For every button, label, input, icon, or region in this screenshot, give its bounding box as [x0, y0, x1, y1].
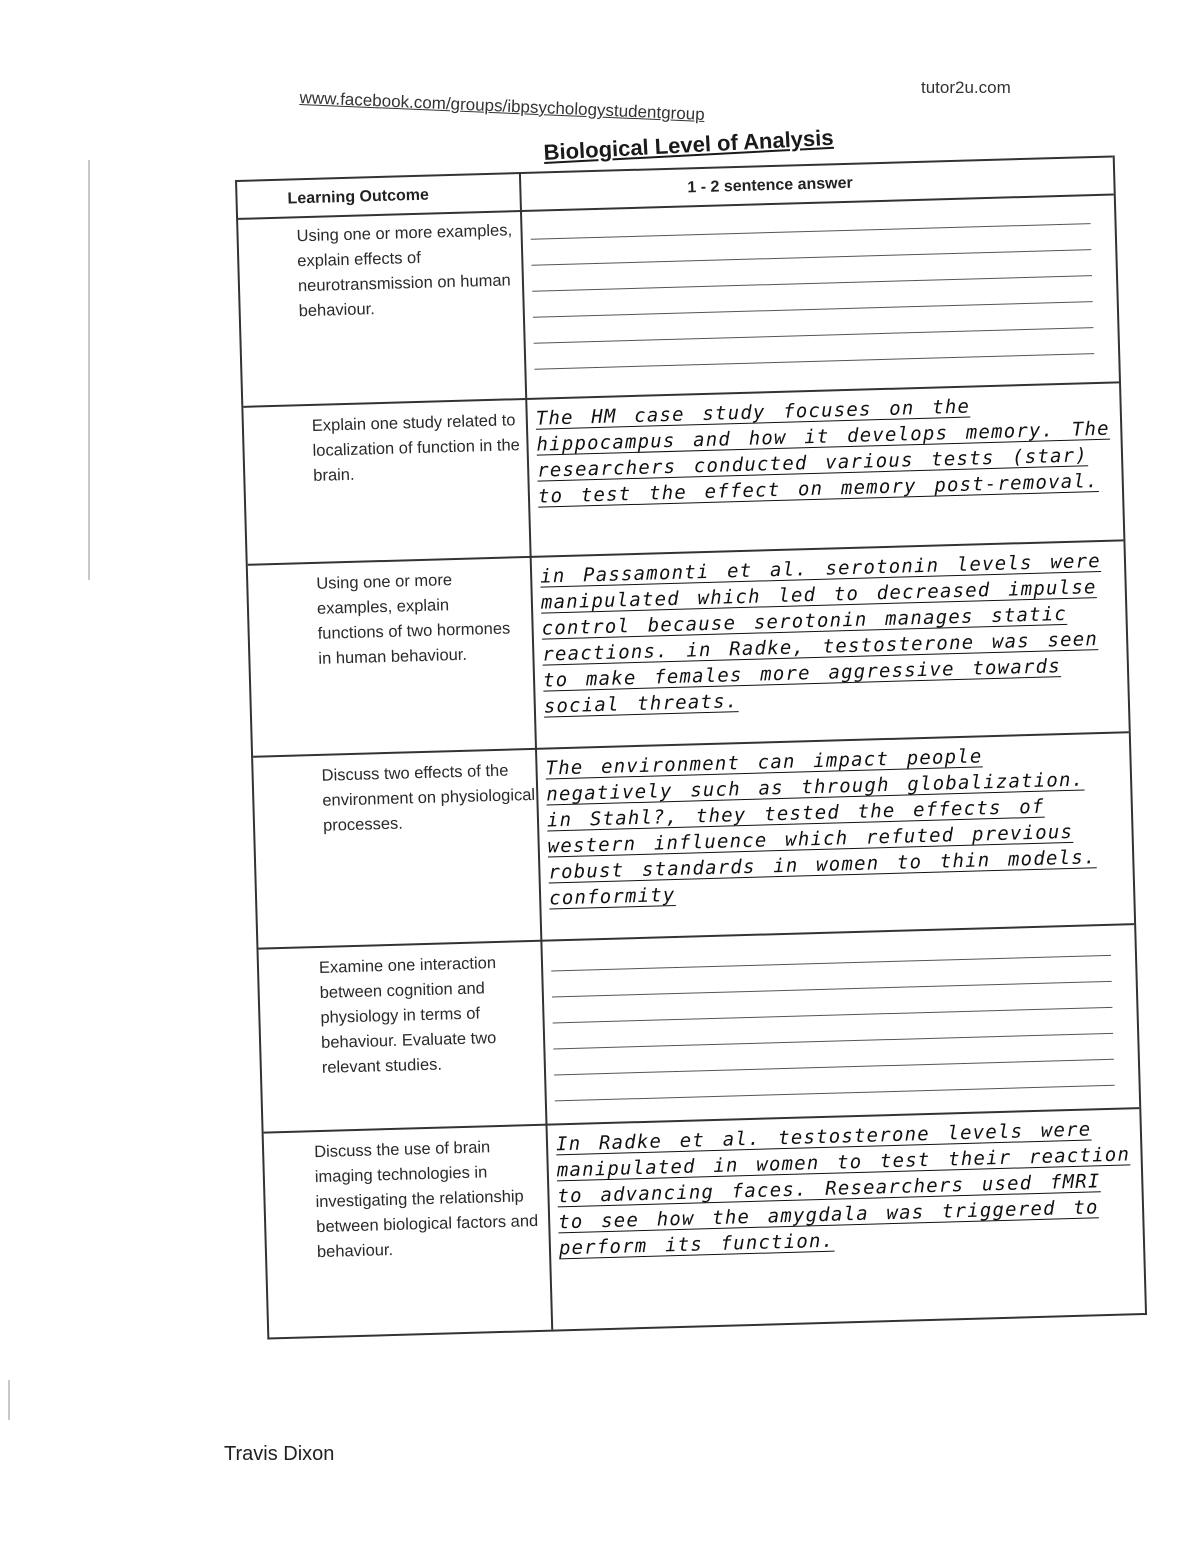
table-row — [258, 925, 1139, 1133]
analysis-table — [235, 155, 1147, 1339]
scan-mark — [88, 160, 90, 580]
table-row — [253, 733, 1134, 949]
learning-outcome-text: Examine one interaction between cognition and physiology in terms of behaviour. Evaluate two relevant studies. — [318, 954, 497, 1077]
header-site: tutor2u.com — [921, 78, 1011, 97]
learning-outcome-text: Using one or more examples, explain functions of two hormones in human behaviour. — [316, 571, 511, 668]
page-title: Biological Level of Analysis — [543, 124, 835, 165]
header-learning-outcome: Learning Outcome — [287, 186, 430, 208]
scan-mark — [8, 1380, 10, 1420]
handwritten-answer: in Passamonti et al. serotonin levels were manipulated which led to decreased impulse control because serotonin manages static reactions. in Radke, testosterone was seen to make females more aggressive towards social threats. — [539, 549, 1102, 718]
table-row — [243, 383, 1123, 565]
handwritten-answer: In Radke et al. testosterone levels were manipulated in women to test their reaction to advancing faces. Researchers used fMRI to see how the amygdala was triggered to perform its function. — [555, 1118, 1131, 1260]
table-row — [238, 193, 1119, 407]
learning-outcome-text: Using one or more examples, explain effects of neurotransmission on human behaviour. — [296, 221, 513, 321]
answer-lines — [550, 930, 1114, 1102]
header-url: www.facebook.com/groups/ibpsychologystudentgroup — [299, 88, 706, 124]
table-row — [264, 1109, 1145, 1339]
footer-author: Travis Dixon — [224, 1443, 335, 1465]
header-answer: 1 - 2 sentence answer — [687, 174, 853, 197]
learning-outcome-text: Discuss the use of brain imaging technologies in investigating the relationship between biological factors and behaviour. — [313, 1138, 539, 1262]
handwritten-answer: The HM case study focuses on the hippocampus and how it develops memory. The researchers conducted various tests (star) to test the effect on memory post-removal. — [535, 395, 1111, 508]
learning-outcome-text: Discuss two effects of the environment on physiological processes. — [321, 761, 536, 835]
answer-lines — [530, 198, 1094, 370]
learning-outcome-text: Explain one study related to localization of function in the brain. — [311, 411, 521, 485]
table-row — [248, 541, 1129, 757]
handwritten-answer: The environment can impact people negatively such as through globalization. in Stahl?, they tested the effects of western influence which refuted previous robust standards in women to thin models. conformity — [545, 745, 1097, 910]
